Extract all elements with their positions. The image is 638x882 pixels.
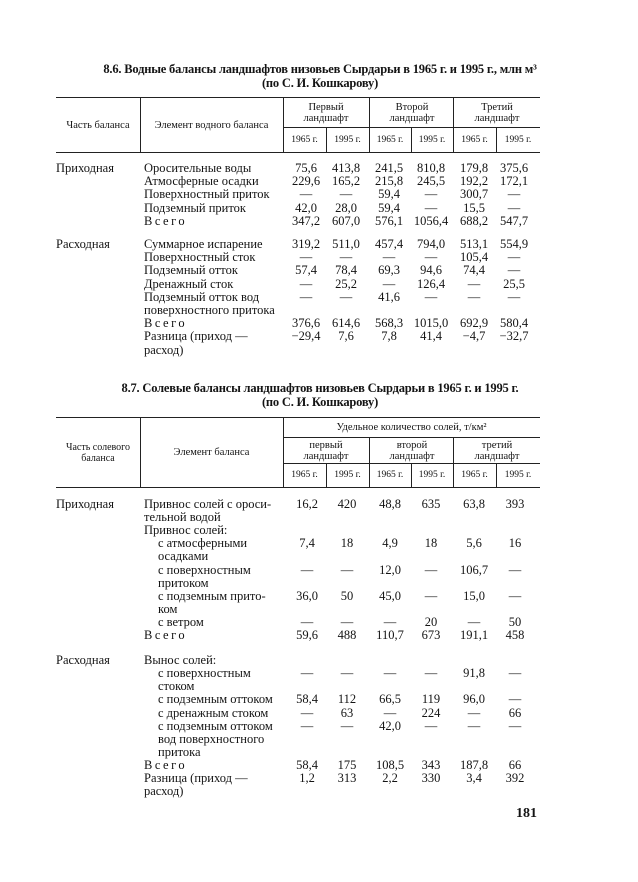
value-cell: 192,2 [459,174,489,189]
table-row [56,304,546,317]
value-cell: 688,2 [459,213,489,228]
value-cell: 300,7 [459,187,489,202]
table-row [56,693,546,706]
value-cell: — [424,200,438,215]
value-cell: 3,4 [466,771,482,785]
balance-element-label: притока [158,744,201,759]
value-cell: 45,0 [379,588,401,603]
balance-element-label: притоком [158,575,209,590]
value-cell: 513,1 [459,237,489,251]
balance-element-label: Всего [144,316,188,331]
balance-element-label: с поверхностным [158,562,251,577]
value-cell: 187,8 [459,757,489,772]
balance-element-label: Оросительные воды [144,161,252,175]
balance-element-label: с ветром [158,614,204,629]
value-cell: — [507,289,521,304]
value-cell: — [508,562,522,577]
value-cell: 50 [340,588,354,603]
value-cell: — [300,614,314,629]
value-cell: 63,8 [463,497,485,511]
value-cell: 119 [421,692,441,707]
table-row [56,511,546,524]
table-row [56,616,546,629]
table1-year: 1965 г. [461,134,488,145]
value-cell: 673 [421,628,441,642]
value-cell: 36,0 [296,588,318,603]
value-cell: 692,9 [459,316,489,331]
balance-element-label: осадками [158,549,209,564]
value-cell: 18 [424,536,438,551]
value-cell: 457,4 [374,237,404,251]
value-cell: — [383,666,397,681]
value-cell: 179,8 [459,161,489,175]
table-row [56,629,546,642]
value-cell: — [340,718,354,733]
value-cell: — [424,666,438,681]
value-cell: — [424,289,438,304]
value-cell: — [340,562,354,577]
value-cell: 172,1 [499,174,529,189]
table-row [56,498,546,511]
value-cell: 106,7 [459,562,489,577]
value-cell: 420 [337,497,357,511]
table2-col-part: Часть солевого баланса [65,441,131,464]
table2-units: Удельное количество солей, т/км² [336,421,487,433]
table1-group-2: Второй ландшафт [389,101,435,124]
value-cell: 614,6 [331,316,361,331]
table-row [56,278,546,291]
value-cell: 75,6 [295,161,317,175]
table2-group-3: третий ландшафт [474,439,520,462]
table-row [56,202,546,215]
table-row [56,746,546,759]
value-cell: 94,6 [420,263,442,278]
value-cell: — [299,250,313,265]
value-cell: — [339,187,353,202]
value-cell: — [424,250,438,265]
table1-year: 1995 г. [504,134,532,145]
value-cell: — [467,718,481,733]
value-cell: −32,7 [499,329,529,344]
value-cell: 15,0 [463,588,485,603]
value-cell: — [507,200,521,215]
value-cell: — [508,718,522,733]
value-cell: 191,1 [459,628,489,642]
value-cell: — [383,705,397,720]
value-cell: — [467,705,481,720]
value-cell: 347,2 [291,213,321,228]
value-cell: — [467,276,481,291]
table1-year: 1965 г. [291,134,318,145]
table1-title-line2: (по С. И. Кошкарову) [261,76,379,90]
balance-element-label: ком [158,601,178,616]
value-cell: — [424,562,438,577]
table-row [56,188,546,201]
table-row [56,264,546,277]
value-cell: 91,8 [463,666,485,681]
table2-year: 1965 г. [461,470,488,480]
value-cell: — [382,250,396,265]
table2-year: 1995 г. [418,470,446,480]
value-cell: 4,9 [382,536,398,551]
balance-element-label: с дренажным стоком [158,705,269,720]
table-row [56,537,546,550]
table-row [56,330,546,343]
value-cell: 74,4 [463,263,485,278]
value-cell: — [300,705,314,720]
value-cell: 59,4 [378,187,400,202]
value-cell: — [467,289,481,304]
value-cell: — [382,276,396,291]
value-cell: 112 [337,692,357,707]
value-cell: 25,2 [335,276,357,291]
value-cell: −4,7 [462,329,486,344]
balance-element-label: Всего [144,213,188,228]
value-cell: 41,4 [420,329,442,344]
value-cell: 5,6 [466,536,482,551]
table-row [56,720,546,733]
value-cell: 16,2 [296,497,318,511]
table2-title [40,381,600,409]
balance-element-label: Подземный отток вод [144,289,260,304]
table2-title-line2: (по С. И. Кошкарову) [261,395,379,409]
table1-year: 1995 г. [418,134,446,145]
value-cell: 488 [337,628,357,642]
value-cell: 66 [508,757,522,772]
table-row [56,680,546,693]
balance-part-label: Расходная [56,237,110,251]
value-cell: 16 [508,536,522,551]
value-cell: 635 [421,497,441,511]
balance-part-label: Приходная [56,161,114,175]
value-cell: — [339,289,353,304]
value-cell: 48,8 [379,497,401,511]
value-cell: — [299,187,313,202]
table-row [56,772,546,785]
value-cell: — [508,692,522,707]
value-cell: 66 [508,705,522,720]
value-cell: 42,0 [295,200,317,215]
table2-group-2: второй ландшафт [389,439,435,462]
value-cell: 28,0 [335,200,357,215]
value-cell: 547,7 [499,213,529,228]
balance-element-label: с подземным оттоком [158,692,273,707]
table-row [56,603,546,616]
value-cell: — [299,276,313,291]
table1-group-3: Третий ландшафт [474,101,520,124]
table-row [56,175,546,188]
value-cell: 330 [421,771,441,785]
value-cell: 7,4 [299,536,315,551]
table-row [56,733,546,746]
table2-year: 1995 г. [504,470,532,480]
table1-col-element: Элемент водного баланса [154,119,269,131]
table1-year: 1965 г. [376,134,404,145]
table-row [56,238,546,251]
balance-element-label: расход) [144,784,184,799]
value-cell: 241,5 [374,161,404,175]
table-row [56,707,546,720]
value-cell: 319,2 [291,237,321,251]
balance-element-label: Атмосферные осадки [144,174,259,189]
value-cell: 96,0 [463,692,485,707]
balance-element-label: стоком [158,679,195,694]
value-cell: 59,4 [378,200,400,215]
value-cell: 41,6 [378,289,400,304]
value-cell: 245,5 [416,174,446,189]
table2-col-element: Элемент баланса [173,447,250,458]
value-cell: 20 [424,614,438,629]
value-cell: 224 [421,705,441,720]
value-cell: 108,5 [375,757,405,772]
table2-header [56,417,540,488]
value-cell: — [340,666,354,681]
value-cell: 554,9 [499,237,529,251]
value-cell: 810,8 [416,161,446,175]
value-cell: — [300,666,314,681]
value-cell: 57,4 [295,263,317,278]
value-cell: 375,6 [499,161,529,175]
balance-element-label: поверхностного притока [144,303,275,317]
value-cell: 343 [421,757,441,772]
value-cell: — [300,718,314,733]
value-cell: 59,6 [296,628,318,642]
value-cell: — [339,250,353,265]
table-row [56,564,546,577]
value-cell: 58,4 [296,757,318,772]
balance-element-label: тельной водой [144,510,221,525]
value-cell: 12,0 [379,562,401,577]
table-row [56,759,546,772]
balance-element-label: Привнос солей: [144,523,228,538]
value-cell: — [424,718,438,733]
value-cell: 568,3 [374,316,404,331]
value-cell: 15,5 [463,200,485,215]
value-cell: 1,2 [299,771,315,785]
value-cell: 376,6 [291,316,321,331]
value-cell: 7,6 [338,329,354,344]
value-cell: 794,0 [416,237,446,251]
balance-part-label: Приходная [56,497,114,511]
value-cell: — [424,588,438,603]
table-row [56,291,546,304]
balance-element-label: с поверхностным [158,666,251,681]
balance-part-label: Расходная [56,653,110,668]
value-cell: 110,7 [376,628,404,642]
balance-element-label: Подземный отток [144,263,238,278]
table-row [56,577,546,590]
value-cell: 126,4 [416,276,446,291]
balance-element-label: Привнос солей с ороси- [144,497,272,511]
table-row [56,590,546,603]
balance-element-label: с подземным прито- [158,588,266,603]
value-cell: 511,0 [332,237,360,251]
balance-element-label: Всего [144,628,188,642]
table1-title-line1: 8.6. Водные балансы ландшафтов низовьев Сырдарьи в 1965 г. и 1995 г., млн м³ [103,62,537,76]
value-cell: 69,3 [378,263,400,278]
balance-element-label: с подземным оттоком [158,718,273,733]
balance-element-label: Подземный приток [144,200,246,215]
value-cell: 413,8 [331,161,361,175]
balance-element-label: Суммарное испарение [144,237,263,251]
table1-year: 1995 г. [334,134,361,145]
value-cell: 215,8 [374,174,404,189]
value-cell: 580,4 [499,316,529,331]
value-cell: — [424,187,438,202]
value-cell: 229,6 [291,174,321,189]
value-cell: 63 [340,705,354,720]
balance-element-label: Поверхностный сток [144,250,256,265]
value-cell: — [340,614,354,629]
value-cell: 25,5 [503,276,525,291]
value-cell: 58,4 [296,692,318,707]
value-cell: 1056,4 [413,213,449,228]
value-cell: — [507,250,521,265]
table-row [56,667,546,680]
balance-element-label: Всего [144,757,188,772]
value-cell: 1015,0 [413,316,449,331]
value-cell: 7,8 [381,329,397,344]
table-row [56,215,546,228]
value-cell: 105,4 [459,250,489,265]
value-cell: 313 [337,771,357,785]
value-cell: 50 [508,614,522,629]
table2-year: 1995 г. [334,470,361,480]
value-cell: — [508,588,522,603]
balance-element-label: вод поверхностного [158,731,265,746]
value-cell: 2,2 [382,771,398,785]
value-cell: — [467,614,481,629]
value-cell: — [507,187,521,202]
table2-group-1: первый ландшафт [303,439,349,462]
value-cell: 78,4 [335,263,357,278]
table-row [56,344,546,357]
value-cell: 458 [505,628,525,642]
balance-element-label: Разница (приход — [144,771,248,785]
value-cell: 393 [505,497,525,511]
value-cell: — [507,263,521,278]
value-cell: 18 [340,536,354,551]
table-row [56,785,546,798]
value-cell: — [383,614,397,629]
value-cell: 392 [505,771,525,785]
table1-title [40,62,600,90]
table1-col-part: Часть баланса [66,119,130,131]
table-row [56,251,546,264]
value-cell: 165,2 [331,174,361,189]
balance-element-label: с атмосферными [158,536,248,551]
balance-element-label: Разница (приход — [144,329,248,344]
table2-title-line1: 8.7. Солевые балансы ландшафтов низовьев Сырдарьи в 1965 г. и 1995 г. [121,381,519,395]
balance-element-label: Поверхностный приток [144,187,270,202]
value-cell: −29,4 [291,329,321,344]
value-cell: — [508,666,522,681]
balance-element-label: расход) [144,342,184,357]
value-cell: 576,1 [374,213,404,228]
value-cell: — [300,562,314,577]
value-cell: 66,5 [379,692,401,707]
value-cell: 607,0 [331,213,361,228]
table-row [56,550,546,563]
value-cell: 42,0 [379,718,401,733]
table-row [56,654,546,667]
table2-year: 1965 г. [376,470,404,480]
value-cell: — [299,289,313,304]
table2-year: 1965 г. [291,470,318,480]
table1-header [56,97,540,153]
page-number: 181 [516,806,537,821]
balance-element-label: Дренажный сток [144,276,234,291]
table-row [56,524,546,537]
table1-group-1: Первый ландшафт [303,101,349,124]
value-cell: 175 [337,757,357,772]
table-row [56,317,546,330]
balance-element-label: Вынос солей: [144,653,217,668]
table-row [56,162,546,175]
